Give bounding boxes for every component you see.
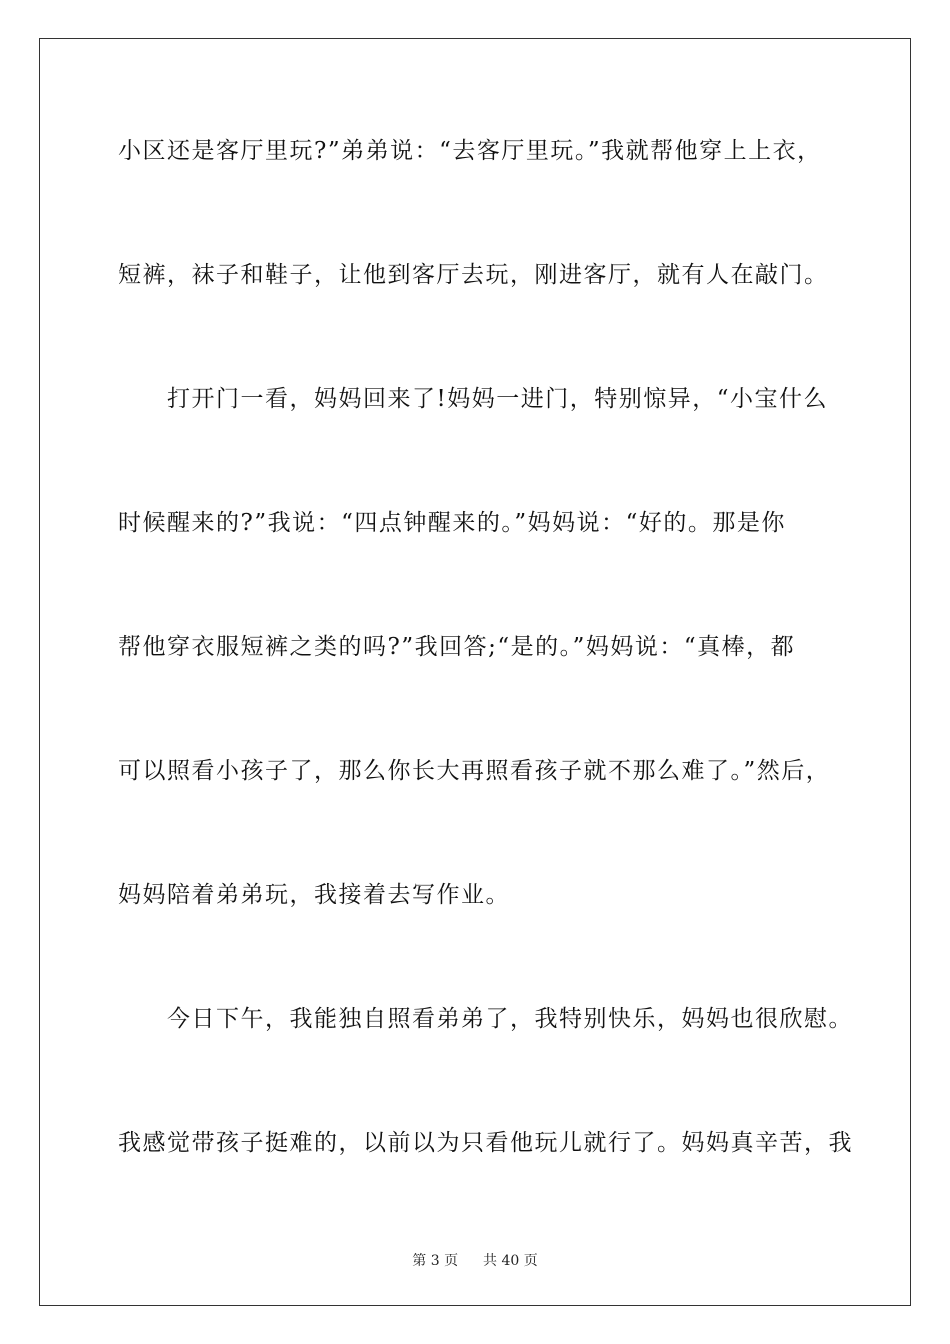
text-line: 帮他穿衣服短裤之类的吗?”我回答;“是的。”妈妈说：“真棒，都 <box>118 634 796 660</box>
text-line: 我感觉带孩子挺难的，以前以为只看他玩儿就行了。妈妈真辛苦，我 <box>118 1130 853 1156</box>
page-border <box>39 38 911 1306</box>
text-line: 妈妈陪着弟弟玩，我接着去写作业。 <box>118 882 510 908</box>
text-line: 短裤，袜子和鞋子，让他到客厅去玩，刚进客厅，就有人在敲门。 <box>118 262 829 288</box>
text-line: 小区还是客厅里玩?”弟弟说：“去客厅里玩。”我就帮他穿上上衣， <box>118 138 822 164</box>
text-line: 打开门一看，妈妈回来了!妈妈一进门，特别惊异，“小宝什么 <box>118 386 829 412</box>
text-line: 今日下午，我能独自照看弟弟了，我特别快乐，妈妈也很欣慰。 <box>118 1006 853 1032</box>
text-line: 时候醒来的?”我说：“四点钟醒来的。”妈妈说：“好的。那是你 <box>118 510 786 536</box>
page-number: 第 3 页 <box>412 1253 459 1269</box>
page-total: 共 40 页 <box>483 1253 538 1269</box>
text-line: 可以照看小孩子了，那么你长大再照看孩子就不那么难了。”然后， <box>118 758 831 784</box>
page-footer <box>0 1250 950 1270</box>
